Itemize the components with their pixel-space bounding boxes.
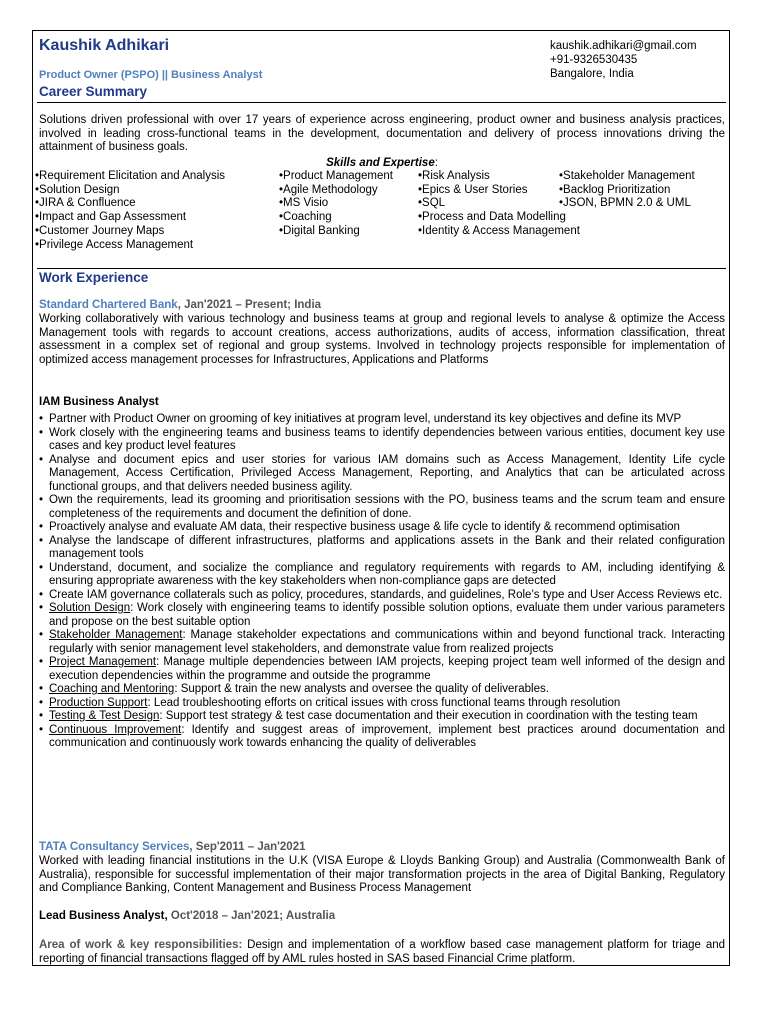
list-item: • Analyse the landscape of different infrastructures, platforms and applications assets in the Bank and their related configuration management tools (39, 535, 725, 562)
item-text: : Manage stakeholder expectations and communications within and beyond functional track. Interacting regularly with senior management level stakeholders, and demonstrate value from realized projects (49, 629, 726, 655)
skills-col-1 (35, 170, 225, 252)
job2-area (39, 939, 725, 966)
skill-item: • MS Visio (279, 197, 393, 211)
list-item (39, 724, 725, 751)
item-label: Production Support (49, 696, 148, 709)
item-text: : Lead troubleshooting efforts on critical issues with cross functional teams through resolution (147, 696, 621, 709)
skill-item: • Process and Data Modelling (418, 211, 580, 225)
job2-title: Lead Business Analyst, (39, 910, 168, 922)
skill-item: • Risk Analysis (418, 170, 580, 184)
career-summary-heading: Career Summary (39, 84, 148, 99)
list-item (39, 683, 725, 697)
item-label: Continuous Improvement (49, 723, 182, 736)
skill-item: • Backlog Prioritization (559, 184, 695, 198)
list-item: • Create IAM governance collaterals such as policy, procedures, standards, and guidelines, Role’s type and User Access Reviews etc. (39, 589, 725, 603)
skill-item: • Solution Design (35, 184, 225, 198)
item-text: : Manage multiple dependencies between IAM projects, keeping project team well informed of the design and execution dependencies within the programme and outside the programme (49, 656, 725, 682)
job2-header (39, 841, 306, 853)
skill-item: • Product Management (279, 170, 393, 184)
item-label: Coaching and Mentoring (49, 683, 175, 695)
job1-header (39, 299, 321, 311)
item-text: : Work closely with engineering teams to identify possible solution options, evaluate them under various parameters and propose on the best suitable option (49, 602, 725, 628)
resume-page (32, 30, 730, 966)
skill-item: • JSON, BPMN 2.0 & UML (559, 197, 695, 211)
skill-item: • SQL (418, 197, 580, 211)
item-text: : Support & train the new analysts and oversee the quality of deliverables. (174, 683, 549, 695)
job2-description: Worked with leading financial institutions in the U.K (VISA Europe & Lloyds Banking Group) and Australia (Commonwealth Bank of Australia), responsible for successful implementation of their major transformation projects in the area of Digital Banking, Regulatory and Compliance Banking, Content Management and Business Process Management (39, 855, 725, 894)
item-label: Solution Design (49, 602, 131, 614)
work-experience-heading: Work Experience (39, 270, 149, 285)
list-item: • Proactively analyse and evaluate AM data, their respective business usage & life cycle to identify & recommend optimisation (39, 521, 725, 535)
list-item (39, 656, 725, 683)
job2-title-line (39, 910, 335, 922)
skill-item: • JIRA & Confluence (35, 197, 225, 211)
skill-item: • Customer Journey Maps (35, 225, 225, 239)
job1-title: IAM Business Analyst (39, 396, 159, 408)
job2-company: TATA Consultancy Services (39, 841, 190, 853)
job2-dates: , Sep'2011 – Jan'2021 (189, 841, 306, 853)
section-divider (37, 268, 726, 269)
skill-item: • Identity & Access Management (418, 225, 580, 239)
skill-item: • Digital Banking (279, 225, 393, 239)
skill-item: • Epics & User Stories (418, 184, 580, 198)
list-item: • Own the requirements, lead its grooming and prioritisation sessions with the PO, business teams and the scrum team and ensure completeness of the requirements and document the definition of done. (39, 494, 725, 521)
list-item (39, 602, 725, 629)
item-label: Stakeholder Management (49, 629, 183, 641)
skill-item: • Coaching (279, 211, 393, 225)
list-item: • Analyse and document epics and user stories for various IAM domains such as Access Management, Identity Life cycle Management, Access Certification, Privileged Access Management, Reporting, and Analytics that can be articulated across functional groups, and that delivers needed business agility. (39, 454, 725, 495)
skills-col-2 (279, 170, 393, 239)
skill-item: • Agile Methodology (279, 184, 393, 198)
skills-col-3 (418, 170, 580, 239)
job2-area-text: Design and implementation of a workflow based case management platform for triage and reporting of financial transactions flagged off by AML rules hosted in SAS based Financial Crime platform. (39, 939, 726, 965)
job1-company: Standard Chartered Bank (39, 299, 178, 311)
skills-title-colon: : (434, 157, 438, 169)
section-divider (37, 102, 726, 103)
item-text: : Identify and suggest areas of improvement, implement best practices around documentation and communication and continuously work towards enhancing the quality of deliverables (49, 723, 725, 749)
job1-description: Working collaboratively with various technology and business teams at group and regional levels to analyse & optimize the Access Management tools with regards to account creations, access authorizations, audits of access, information classification, threat assessment in a complex set of regional and group systems. Involved in technology projects responsible for implementation of optimized access management processes for Infrastructures, Applications and Platforms (39, 313, 725, 366)
job1-dates: , Jan'2021 – Present; India (177, 299, 322, 311)
skill-item: • Stakeholder Management (559, 170, 695, 184)
list-item: • Partner with Product Owner on grooming of key initiatives at program level, understand its key objectives and define its MVP (39, 413, 725, 427)
skill-item: • Impact and Gap Assessment (35, 211, 225, 225)
item-label: Testing & Test Design (49, 710, 160, 722)
location: Bangalore, India (550, 68, 634, 80)
item-label: Project Management (49, 656, 157, 668)
contact-block (550, 39, 697, 81)
candidate-name: Kaushik Adhikari (39, 37, 170, 54)
skill-item: • Requirement Elicitation and Analysis (35, 170, 225, 184)
item-text: : Support test strategy & test case documentation and their execution in coordination with the testing team (159, 710, 698, 722)
list-item (39, 629, 725, 656)
list-item (39, 710, 725, 724)
skills-title (33, 157, 731, 169)
job2-title-dates: Oct'2018 – Jan'2021; Australia (167, 910, 336, 922)
list-item (39, 697, 725, 711)
skills-title-text: Skills and Expertise (326, 157, 435, 169)
email[interactable]: kaushik.adhikari@gmail.com (550, 40, 697, 52)
job1-bullets (39, 413, 725, 751)
skills-col-4 (559, 170, 695, 211)
career-summary-text: Solutions driven professional with over 17 years of experience across engineering, product owner and business analysis practices, involved in leading cross-functional teams in the development, documentation and delivery of process innovations driving the attainment of business goals. (39, 114, 725, 153)
list-item: • Understand, document, and socialize the compliance and regulatory requirements with regards to AM, including identifying & ensuring appropriate awareness with the key stakeholders when non-compliance gaps are detected (39, 562, 725, 589)
candidate-role: Product Owner (PSPO) || Business Analyst (39, 69, 263, 81)
job2-area-label: Area of work & key responsibilities: (39, 939, 243, 951)
phone: +91-9326530435 (550, 54, 638, 66)
list-item: • Work closely with the engineering teams and business teams to identify dependencies between various entities, document key use cases and key product level features (39, 427, 725, 454)
skill-item: • Privilege Access Management (35, 239, 225, 253)
